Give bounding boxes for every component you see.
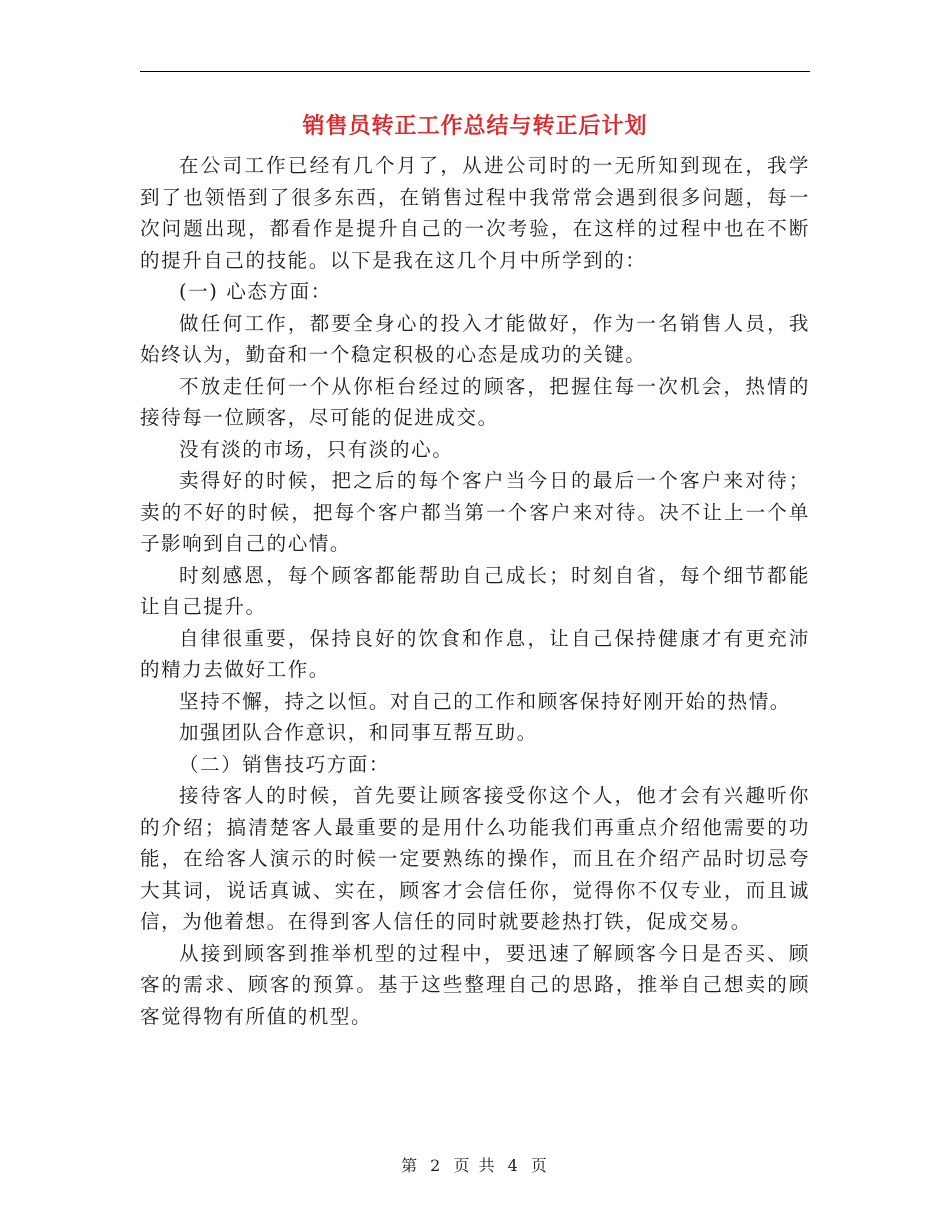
document-title: 销售员转正工作总结与转正后计划 <box>302 113 648 139</box>
paragraph: 接待客人的时候，首先要让顾客接受你这个人，他才会有兴趣听你的介绍；搞清楚客人最重要的是用什么功能我们再重点介绍他需要的功能，在给客人演示的时候一定要熟练的操作，而且在介绍产品时切忌夸大其词，说话真诚、实在，顾客才会信任你，觉得你不仅专业，而且诚信，为他着想。在得到客人信任的同时就要趁热打铁，促成交易。 <box>140 784 810 933</box>
section-heading-mindset: (一) 心态方面： <box>179 280 332 303</box>
footer-total-pages: 4 <box>507 1156 520 1175</box>
header-rule <box>140 71 810 72</box>
paragraph: 不放走任何一个从你柜台经过的顾客，把握住每一次机会，热情的接待每一位顾客，尽可能的促进成交。 <box>140 374 810 429</box>
paragraph: 加强团队合作意识，和同事互帮互助。 <box>179 721 538 744</box>
footer-prefix: 第 <box>401 1156 420 1175</box>
footer-middle: 页 共 <box>453 1156 497 1175</box>
paragraph: 从接到顾客到推举机型的过程中，要迅速了解顾客今日是否买、顾客的需求、顾客的预算。基于这些整理自己的思路，推举自己想卖的顾客觉得物有所值的机型。 <box>140 941 810 1028</box>
paragraph: 没有淡的市场，只有淡的心。 <box>179 437 454 461</box>
paragraph: 坚持不懈，持之以恒。对自己的工作和顾客保持好刚开始的热情。 <box>179 689 791 713</box>
footer-suffix: 页 <box>530 1156 549 1175</box>
paragraph: 自律很重要，保持良好的饮食和作息，让自己保持健康才有更充沛的精力去做好工作。 <box>140 626 810 681</box>
paragraph-intro: 在公司工作已经有几个月了，从进公司时的一无所知到现在，我学到了也领悟到了很多东西，在销售过程中我常常会遇到很多问题，每一次问题出现，都看作是提升自己的一次考验，在这样的过程中也在不断的提升自己的技能。以下是我在这几个月中所学到的： <box>140 154 810 272</box>
footer-page-number: 2 <box>430 1156 443 1175</box>
paragraph: 做任何工作，都要全身心的投入才能做好，作为一名销售人员，我始终认为，勤奋和一个稳定积极的心态是成功的关键。 <box>140 311 810 366</box>
paragraph: 时刻感恩，每个顾客都能帮助自己成长；时刻自省，每个细节都能让自己提升。 <box>140 563 810 618</box>
document-body <box>140 150 810 1032</box>
page-footer <box>0 1155 950 1177</box>
section-heading-sales-skills: （二）销售技巧方面： <box>179 752 391 776</box>
paragraph: 卖得好的时候，把之后的每个客户当今日的最后一个客户来对待；卖的不好的时候，把每个客户都当第一个客户来对待。决不让上一个单子影响到自己的心情。 <box>140 469 810 555</box>
